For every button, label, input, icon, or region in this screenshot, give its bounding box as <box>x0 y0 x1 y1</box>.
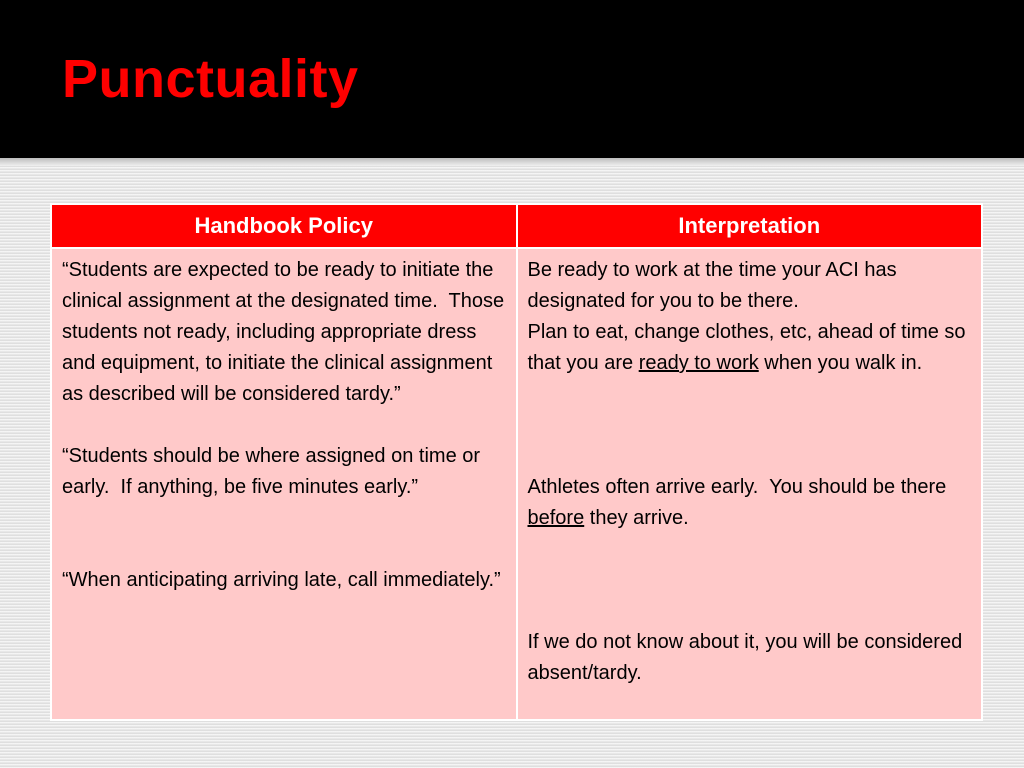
interpretation-ready-to-work <box>528 255 972 379</box>
policy-cell <box>51 248 517 720</box>
table-row <box>51 248 982 720</box>
column-header-handbook-policy: Handbook Policy <box>51 204 517 248</box>
column-header-interpretation: Interpretation <box>517 204 983 248</box>
title-bar-divider <box>0 158 1024 166</box>
policy-quote-on-time: “Students should be where assigned on time or early. If anything, be five minutes early.” <box>62 445 486 498</box>
interpretation-cell <box>517 248 983 720</box>
interpretation-text: when you walk in. <box>758 352 923 374</box>
interpretation-text: Plan to eat, change clothes, etc, ahead of time so that you are <box>527 321 972 374</box>
policy-quote-call-late: “When anticipating arriving late, call immediately.” <box>62 569 501 591</box>
interpretation-text: Athletes often arrive early. You should be there <box>527 476 952 498</box>
interpretation-text: they arrive. <box>584 507 689 529</box>
interpretation-arrive-before <box>528 472 972 534</box>
policy-quote-tardy: “Students are expected to be ready to initiate the clinical assignment at the designated time. Those students not ready, including appropriate dress and equipment, to initiate the clinical assignment as described will be considered tardy.” <box>62 259 510 405</box>
underlined-phrase: ready to work <box>638 352 759 374</box>
interpretation-absent-tardy: If we do not know about it, you will be considered absent/tardy. <box>527 631 968 684</box>
policy-table <box>50 203 983 721</box>
slide-title: Punctuality <box>62 49 359 109</box>
interpretation-text: Be ready to work at the time your ACI has designated for you to be there. <box>527 259 903 312</box>
table-header-row <box>51 204 982 248</box>
underlined-phrase: before <box>527 507 585 529</box>
